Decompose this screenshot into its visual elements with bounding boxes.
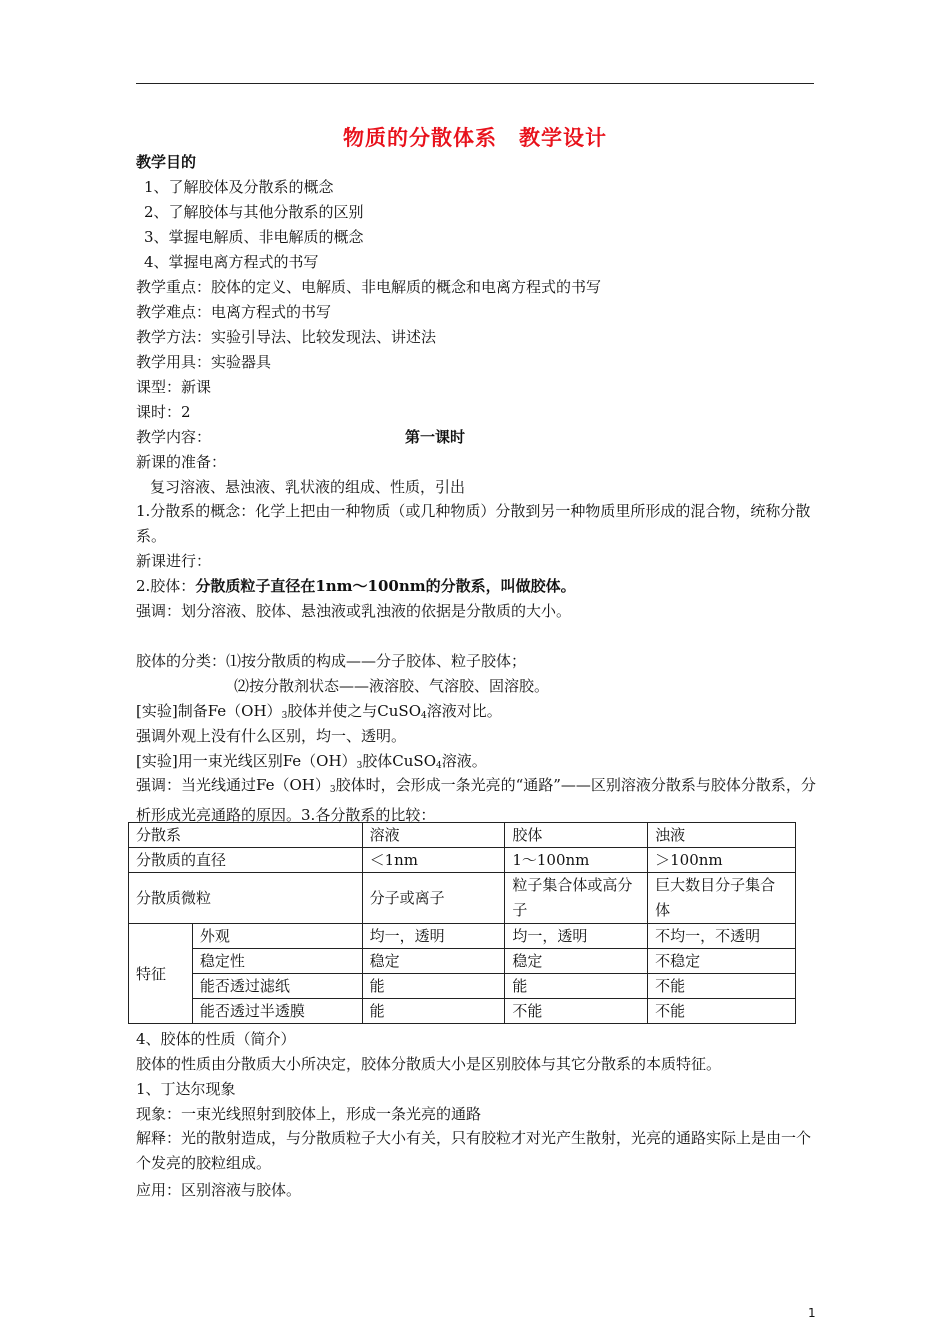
table-cell: 能否透过滤纸: [192, 974, 362, 999]
table-cell: 稳定: [505, 949, 648, 974]
emphasis-2: 强调外观上没有什么区别，均一、透明。: [136, 727, 407, 745]
objective-item: 2、了解胶体与其他分散系的区别: [144, 203, 364, 221]
classification-1: 胶体的分类：⑴按分散质的构成——分子胶体、粒子胶体；: [136, 652, 527, 670]
colloid-definition-text: 分散质粒子直径在1nm～100nm的分散系，叫做胶体。: [195, 577, 576, 595]
experiment-1-text: 胶体并使之与CuSO: [287, 702, 422, 720]
table-cell: 粒子集合体或高分子: [505, 873, 648, 924]
table-row: [129, 949, 796, 974]
table-cell: 能: [362, 974, 505, 999]
application-line: 应用：区别溶液与胶体。: [136, 1181, 302, 1199]
properties-heading: 4、胶体的性质（简介）: [136, 1030, 296, 1048]
tyndall-heading: 1、丁达尔现象: [136, 1080, 236, 1098]
info-hours: 课时：2: [136, 403, 191, 421]
explanation-paragraph: 解释：光的散射造成，与分散质粒子大小有关，只有胶粒才对光产生散射，光亮的通路实际上是由一个个发亮的胶粒组成。: [136, 1129, 812, 1172]
new-lesson-label: 新课进行：: [136, 552, 212, 570]
emphasis-3-text: 胶体时，会形成一条光亮的“通路”——区别溶液分散系与胶体分散系，分析形成光亮通路的原因。3.各分散系的比较：: [136, 776, 816, 824]
phenomenon-line: 现象：一束光线照射到胶体上，形成一条光亮的通路: [136, 1105, 482, 1123]
table-row: [129, 823, 796, 848]
objective-item: 4、掌握电离方程式的书写: [144, 253, 319, 271]
subscript: 3: [329, 785, 336, 795]
experiment-1: [136, 701, 502, 726]
experiment-1-text: 溶液对比。: [426, 702, 502, 720]
objectives-heading: 教学目的: [136, 153, 197, 171]
table-header-cell: 分散系: [129, 823, 363, 848]
table-cell: 能否透过半透膜: [192, 999, 362, 1024]
subscript: 3: [281, 711, 288, 721]
lesson-label: 第一课时: [405, 428, 466, 446]
emphasis-3: [136, 773, 816, 828]
colloid-definition: [136, 576, 576, 596]
subscript: 4: [436, 761, 442, 771]
table-cell: 均一，透明: [362, 924, 505, 949]
info-tools: 教学用具：实验器具: [136, 353, 272, 371]
info-key-points: 教学重点：胶体的定义、电解质、非电解质的概念和电离方程式的书写: [136, 278, 602, 296]
info-difficulty: 教学难点：电离方程式的书写: [136, 303, 332, 321]
table-header-cell: 浊液: [648, 823, 796, 848]
table-row: [129, 848, 796, 873]
table-cell: 能: [505, 974, 648, 999]
info-lesson-type: 课型：新课: [136, 378, 212, 396]
table-cell: ＜1nm: [362, 848, 505, 873]
header-rule: [136, 83, 814, 84]
comparison-table: [128, 822, 796, 1024]
table-cell: 不能: [648, 999, 796, 1024]
table-row: [129, 924, 796, 949]
table-cell: 稳定: [362, 949, 505, 974]
table-row: [129, 999, 796, 1024]
experiment-2-text: 溶液。: [441, 752, 487, 770]
table-cell: 不稳定: [648, 949, 796, 974]
prep-label: 新课的准备：: [136, 453, 227, 471]
table-cell: 1～100nm: [505, 848, 648, 873]
classification-2: ⑵按分散剂状态——液溶胶、气溶胶、固溶胶。: [234, 677, 550, 695]
table-header-cell: 溶液: [362, 823, 505, 848]
table-cell: 分子或离子: [362, 873, 505, 924]
table-cell: 不均一，不透明: [648, 924, 796, 949]
table-cell: 能: [362, 999, 505, 1024]
objective-item: 1、了解胶体及分散系的概念: [144, 178, 334, 196]
table-cell: 均一，透明: [505, 924, 648, 949]
table-cell: 不能: [505, 999, 648, 1024]
content-label: 教学内容：: [136, 428, 212, 446]
review-line: 复习溶液、悬浊液、乳状液的组成、性质，引出: [150, 478, 466, 496]
page-number: 1: [808, 1306, 816, 1320]
experiment-2-text: 胶体CuSO: [362, 752, 437, 770]
colloid-prefix: 2.胶体：: [136, 577, 196, 595]
subscript: 4: [421, 711, 427, 721]
properties-text: 胶体的性质由分散质大小所决定，胶体分散质大小是区别胶体与其它分散系的本质特征。: [136, 1055, 722, 1073]
subscript: 3: [356, 761, 363, 771]
table-row: [129, 974, 796, 999]
table-cell: 分散质微粒: [129, 873, 363, 924]
table-cell: 不能: [648, 974, 796, 999]
table-cell: 外观: [192, 924, 362, 949]
document-title: 物质的分散体系 教学设计: [343, 125, 607, 150]
experiment-2-text: [实验]用一束光线区别Fe（OH）: [136, 752, 357, 770]
table-cell: 分散质的直径: [129, 848, 363, 873]
table-row: [129, 873, 796, 924]
feature-label-cell: 特征: [129, 924, 193, 1024]
emphasis-1: 强调：划分溶液、胶体、悬浊液或乳浊液的依据是分散质的大小。: [136, 602, 572, 620]
emphasis-3-text: 强调：当光线通过Fe（OH）: [136, 776, 330, 794]
info-methods: 教学方法：实验引导法、比较发现法、讲述法: [136, 328, 437, 346]
experiment-1-text: [实验]制备Fe（OH）: [136, 702, 282, 720]
concept-paragraph: 1.分散系的概念：化学上把由一种物质（或几种物质）分散到另一种物质里所形成的混合物，统称分散系。: [136, 502, 811, 545]
table-cell: ＞100nm: [648, 848, 796, 873]
table-header-cell: 胶体: [505, 823, 648, 848]
table-cell: 巨大数目分子集合体: [648, 873, 796, 924]
objective-item: 3、掌握电解质、非电解质的概念: [144, 228, 364, 246]
table-cell: 稳定性: [192, 949, 362, 974]
